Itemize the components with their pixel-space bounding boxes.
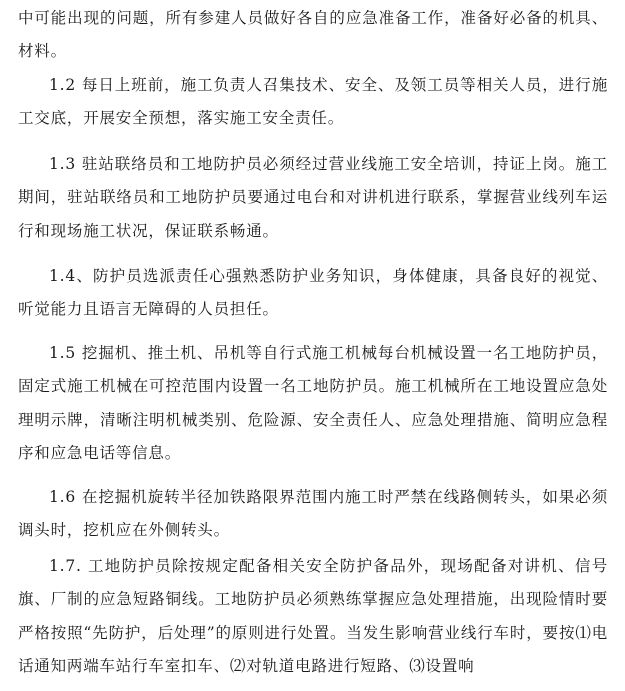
paragraph-1-2: 1.2 每日上班前，施工负责人召集技术、安全、及领工员等相关人员，进行施工交底，开展安全预想，落实施工安全责任。 — [18, 76, 608, 128]
paragraph-1-3: 1.3 驻站联络员和工地防护员必须经过营业线施工安全培训，持证上岗。施工期间，驻站联络员和工地防护员要通过电台和对讲机进行联系，掌握营业线列车运行和现场施工状况，保证联系畅通。 — [18, 155, 608, 240]
paragraph-continuation: 中可能出现的问题，所有参建人员做好各自的应急准备工作，准备好必备的机具、材料。 — [18, 9, 608, 61]
paragraph-1-5: 1.5 挖掘机、推土机、吊机等自行式施工机械每台机械设置一名工地防护员，固定式施工机械在可控范围内设置一名工地防护员。施工机械所在工地设置应急处理明示牌，清晰注明机械类别、危险源、安全责任人、应急处理措施、简明应急程序和应急电话等信息。 — [18, 344, 608, 462]
paragraph-1-4: 1.4、防护员选派责任心强熟悉防护业务知识，身体健康，具备良好的视觉、听觉能力且语言无障碍的人员担任。 — [18, 267, 608, 319]
paragraph-1-6: 1.6 在挖掘机旋转半径加铁路限界范围内施工时严禁在线路侧转头，如果必须调头时，挖机应在外侧转头。 — [18, 488, 608, 540]
paragraph-1-7: 1.7. 工地防护员除按规定配备相关安全防护备品外，现场配备对讲机、信号旗、厂制的应急短路铜线。工地防护员必须熟练掌握应急处理措施，出现险情时要严格按照“先防护，后处理”的原则进行处置。当发生影响营业线行车时，要按⑴电话通知两端车站行车室扣车、⑵对轨道电路进行短路、⑶设置响 — [18, 557, 608, 675]
